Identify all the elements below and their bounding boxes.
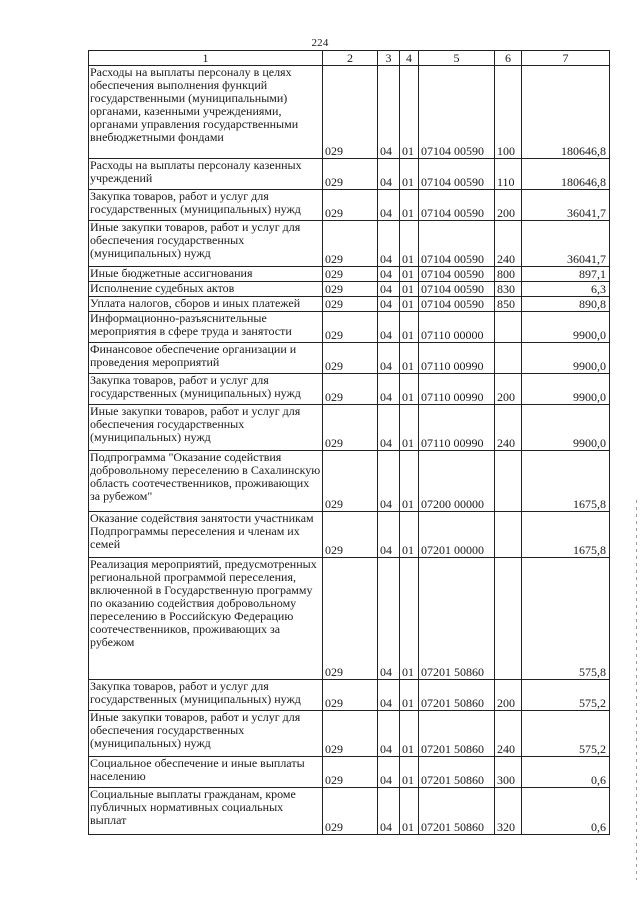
cell-expense-type: 300	[495, 757, 522, 788]
cell-amount: 0,6	[522, 788, 610, 835]
row-name: Социальное обеспечение и иные выплаты населению	[89, 757, 323, 788]
cell-section: 04	[378, 66, 400, 159]
cell-subsection: 01	[400, 451, 419, 512]
header-col-2: 2	[323, 51, 378, 66]
cell-section: 04	[378, 267, 400, 282]
cell-target-code: 07201 50860	[419, 680, 495, 711]
table-row	[89, 680, 610, 711]
cell-target-code: 07104 00590	[419, 221, 495, 267]
header-col-7: 7	[522, 51, 610, 66]
cell-section: 04	[378, 788, 400, 835]
cell-expense-type: 200	[495, 374, 522, 405]
cell-subsection: 01	[400, 267, 419, 282]
cell-ministry-code: 029	[323, 221, 378, 267]
row-name: Оказание содействия занятости участникам Подпрограммы переселения и членам их семей	[89, 512, 323, 558]
cell-amount: 1675,8	[522, 451, 610, 512]
cell-ministry-code: 029	[323, 405, 378, 451]
cell-ministry-code: 029	[323, 297, 378, 312]
cell-expense-type: 320	[495, 788, 522, 835]
cell-ministry-code: 029	[323, 512, 378, 558]
cell-target-code: 07104 00590	[419, 159, 495, 190]
cell-amount: 1675,8	[522, 512, 610, 558]
cell-section: 04	[378, 451, 400, 512]
cell-amount: 36041,7	[522, 221, 610, 267]
row-name: Иные закупки товаров, работ и услуг для обеспечения государственных (муниципальных) нужд	[89, 221, 323, 267]
cell-target-code: 07104 00590	[419, 66, 495, 159]
row-name: Иные бюджетные ассигнования	[89, 267, 323, 282]
cell-subsection: 01	[400, 190, 419, 221]
cell-target-code: 07201 50860	[419, 757, 495, 788]
cell-expense-type	[495, 558, 522, 680]
table-row	[89, 297, 610, 312]
cell-subsection: 01	[400, 297, 419, 312]
cell-ministry-code: 029	[323, 282, 378, 297]
cell-section: 04	[378, 159, 400, 190]
cell-expense-type	[495, 512, 522, 558]
cell-amount: 9900,0	[522, 312, 610, 343]
cell-expense-type: 100	[495, 66, 522, 159]
row-name: Закупка товаров, работ и услуг для государственных (муниципальных) нужд	[89, 190, 323, 221]
cell-subsection: 01	[400, 757, 419, 788]
table-row	[89, 66, 610, 159]
table-row	[89, 788, 610, 835]
table-row	[89, 312, 610, 343]
cell-section: 04	[378, 282, 400, 297]
cell-ministry-code: 029	[323, 374, 378, 405]
cell-subsection: 01	[400, 66, 419, 159]
table-header-row	[89, 51, 610, 66]
cell-target-code: 07104 00590	[419, 190, 495, 221]
row-name: Закупка товаров, работ и услуг для государственных (муниципальных) нужд	[89, 374, 323, 405]
cell-section: 04	[378, 190, 400, 221]
cell-amount: 6,3	[522, 282, 610, 297]
cell-subsection: 01	[400, 558, 419, 680]
row-name: Реализация мероприятий, предусмотренных региональной программой переселения, включенной в Государственную программу по оказанию содействия добровольному переселению в Российскую Федерацию соотечественников, проживающих за рубежом	[89, 558, 323, 680]
row-name: Расходы на выплаты персоналу казенных учреждений	[89, 159, 323, 190]
row-name: Расходы на выплаты персоналу в целях обеспечения выполнения функций государственными (муниципальными) органами, казенными учреждениями, органами управления государственными внебюджетными фондами	[89, 66, 323, 159]
cell-expense-type: 200	[495, 680, 522, 711]
table-row	[89, 405, 610, 451]
cell-subsection: 01	[400, 312, 419, 343]
cell-target-code: 07200 00000	[419, 451, 495, 512]
row-name: Исполнение судебных актов	[89, 282, 323, 297]
cell-subsection: 01	[400, 405, 419, 451]
table-row	[89, 558, 610, 680]
cell-subsection: 01	[400, 221, 419, 267]
cell-target-code: 07201 50860	[419, 788, 495, 835]
cell-expense-type	[495, 451, 522, 512]
header-col-4: 4	[400, 51, 419, 66]
row-name: Информационно-разъяснительные мероприятия в сфере труда и занятости	[89, 312, 323, 343]
cell-ministry-code: 029	[323, 159, 378, 190]
table-row	[89, 451, 610, 512]
cell-target-code: 07110 00990	[419, 343, 495, 374]
cell-ministry-code: 029	[323, 190, 378, 221]
cell-subsection: 01	[400, 788, 419, 835]
cell-subsection: 01	[400, 711, 419, 757]
cell-amount: 36041,7	[522, 190, 610, 221]
row-name: Иные закупки товаров, работ и услуг для обеспечения государственных (муниципальных) нужд	[89, 711, 323, 757]
cell-amount: 575,2	[522, 711, 610, 757]
row-name: Иные закупки товаров, работ и услуг для обеспечения государственных (муниципальных) нужд	[89, 405, 323, 451]
cell-expense-type: 110	[495, 159, 522, 190]
cell-section: 04	[378, 680, 400, 711]
table-row	[89, 221, 610, 267]
cell-ministry-code: 029	[323, 680, 378, 711]
table-row	[89, 374, 610, 405]
cell-ministry-code: 029	[323, 757, 378, 788]
cell-subsection: 01	[400, 512, 419, 558]
table-row	[89, 282, 610, 297]
cell-amount: 9900,0	[522, 374, 610, 405]
cell-target-code: 07110 00000	[419, 312, 495, 343]
cell-section: 04	[378, 221, 400, 267]
cell-ministry-code: 029	[323, 558, 378, 680]
cell-subsection: 01	[400, 680, 419, 711]
cell-ministry-code: 029	[323, 267, 378, 282]
cell-expense-type: 200	[495, 190, 522, 221]
table-row	[89, 757, 610, 788]
cell-amount: 9900,0	[522, 405, 610, 451]
cell-expense-type: 800	[495, 267, 522, 282]
cell-subsection: 01	[400, 159, 419, 190]
cell-ministry-code: 029	[323, 788, 378, 835]
cell-target-code: 07110 00990	[419, 405, 495, 451]
cell-expense-type: 240	[495, 711, 522, 757]
cell-section: 04	[378, 374, 400, 405]
cell-expense-type	[495, 312, 522, 343]
table-row	[89, 190, 610, 221]
cell-ministry-code: 029	[323, 451, 378, 512]
cell-subsection: 01	[400, 343, 419, 374]
cell-amount: 180646,8	[522, 66, 610, 159]
cell-target-code: 07104 00590	[419, 282, 495, 297]
cell-subsection: 01	[400, 282, 419, 297]
cell-target-code: 07201 50860	[419, 711, 495, 757]
cell-subsection: 01	[400, 374, 419, 405]
header-col-6: 6	[495, 51, 522, 66]
cell-expense-type: 240	[495, 221, 522, 267]
cell-section: 04	[378, 297, 400, 312]
cell-expense-type: 830	[495, 282, 522, 297]
cell-target-code: 07104 00590	[419, 297, 495, 312]
cell-target-code: 07201 50860	[419, 558, 495, 680]
cell-expense-type: 240	[495, 405, 522, 451]
header-col-5: 5	[419, 51, 495, 66]
table-row	[89, 159, 610, 190]
row-name: Социальные выплаты гражданам, кроме публичных нормативных социальных выплат	[89, 788, 323, 835]
budget-table	[88, 50, 610, 835]
cell-section: 04	[378, 312, 400, 343]
cell-amount: 897,1	[522, 267, 610, 282]
row-name: Уплата налогов, сборов и иных платежей	[89, 297, 323, 312]
cell-amount: 9900,0	[522, 343, 610, 374]
cell-section: 04	[378, 558, 400, 680]
cell-section: 04	[378, 757, 400, 788]
cell-ministry-code: 029	[323, 711, 378, 757]
cell-section: 04	[378, 512, 400, 558]
cell-section: 04	[378, 405, 400, 451]
cell-amount: 0,6	[522, 757, 610, 788]
cell-target-code: 07201 00000	[419, 512, 495, 558]
header-col-1: 1	[89, 51, 323, 66]
cell-amount: 575,8	[522, 558, 610, 680]
cell-amount: 575,2	[522, 680, 610, 711]
page-number: 224	[311, 37, 329, 49]
row-name: Закупка товаров, работ и услуг для государственных (муниципальных) нужд	[89, 680, 323, 711]
table-row	[89, 343, 610, 374]
cell-section: 04	[378, 711, 400, 757]
scan-edge-mark	[636, 500, 637, 880]
cell-expense-type: 850	[495, 297, 522, 312]
cell-amount: 890,8	[522, 297, 610, 312]
row-name: Финансовое обеспечение организации и проведения мероприятий	[89, 343, 323, 374]
cell-expense-type	[495, 343, 522, 374]
table-row	[89, 512, 610, 558]
cell-ministry-code: 029	[323, 66, 378, 159]
header-col-3: 3	[378, 51, 400, 66]
table-row	[89, 711, 610, 757]
cell-target-code: 07110 00990	[419, 374, 495, 405]
cell-ministry-code: 029	[323, 343, 378, 374]
cell-target-code: 07104 00590	[419, 267, 495, 282]
table-row	[89, 267, 610, 282]
cell-ministry-code: 029	[323, 312, 378, 343]
cell-amount: 180646,8	[522, 159, 610, 190]
cell-section: 04	[378, 343, 400, 374]
row-name: Подпрограмма "Оказание содействия добровольному переселению в Сахалинскую область соотечественников, проживающих за рубежом"	[89, 451, 323, 512]
